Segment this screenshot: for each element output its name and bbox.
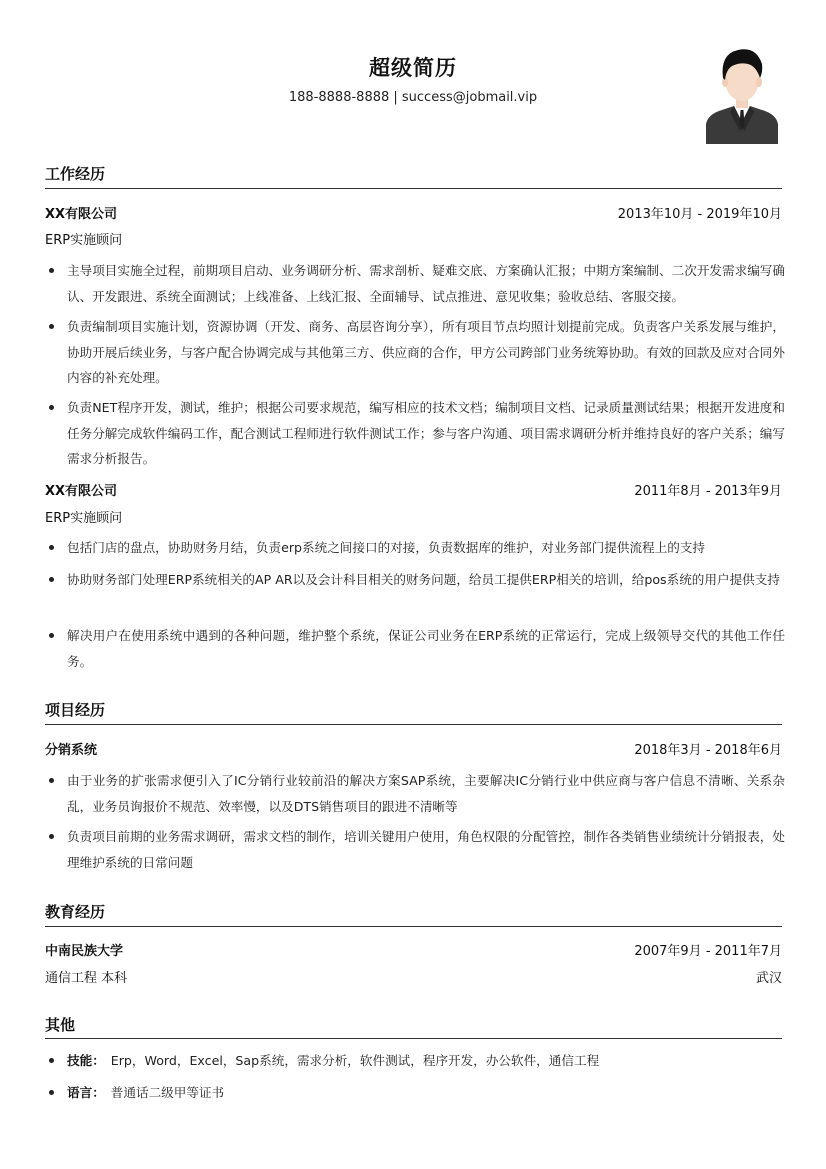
bullet-dot [49, 778, 54, 783]
job-company: XX有限公司 [45, 207, 118, 222]
bullet-dot [49, 405, 54, 410]
school-location: 武汉 [755, 971, 782, 986]
job-period: 2011年8月 - 2013年9月 [634, 484, 782, 499]
language-text: 普通话二级甲等证书 [110, 1085, 225, 1100]
job-period: 2013年10月 - 2019年10月 [617, 207, 782, 222]
bullet-dot [49, 834, 54, 839]
skills-label: 技能： [67, 1053, 105, 1068]
section-title-work: 工作经历 [45, 165, 106, 183]
resume-name: 超级简历 [369, 56, 457, 80]
contact-info: 188-8888-8888 | success@jobmail.vip [288, 90, 538, 105]
major-degree: 通信工程 本科 [45, 971, 128, 986]
bullet-dot [49, 545, 54, 550]
avatar [704, 42, 780, 144]
list-item [45, 768, 785, 819]
school-name: 中南民族大学 [45, 944, 124, 959]
list-item [45, 824, 785, 875]
list-item-text: 包括门店的盘点，协助财务月结，负责erp系统之间接口的对接，负责数据库的维护，对业务部门提供流程上的支持 [67, 540, 706, 555]
list-item-text: 主导项目实施全过程，前期项目启动、业务调研分析、需求剖析、疑难交底、方案确认汇报；中期方案编制、二次开发需求编写确认、开发跟进、系统全面测试；上线准备、上线汇报、全面辅导、试点推进、意见收集；验收总结、客服交接。 [67, 263, 785, 304]
list-item [45, 567, 785, 593]
section-divider [45, 1038, 782, 1039]
bullet-dot [49, 1090, 54, 1095]
skills-text: Erp，Word，Excel，Sap系统，需求分析，软件测试，程序开发，办公软件，通信工程 [110, 1053, 600, 1068]
project-name: 分销系统 [45, 743, 98, 758]
list-item-skills [45, 1048, 785, 1074]
list-item [45, 258, 785, 309]
section-title-other: 其他 [45, 1016, 76, 1034]
list-item-text: 由于业务的扩张需求便引入了IC分销行业较前沿的解决方案SAP系统，主要解决IC分销行业中供应商与客户信息不清晰、关系杂乱，业务员询报价不规范、效率慢，以及DTS销售项目的跟进不清晰等 [67, 773, 785, 814]
skills-line [67, 1048, 785, 1074]
project-period: 2018年3月 - 2018年6月 [634, 743, 782, 758]
job-role: ERP实施顾问 [45, 511, 123, 526]
list-item [45, 535, 785, 561]
list-item [45, 623, 785, 674]
list-item-text: 负责编制项目实施计划，资源协调（开发、商务、高层咨询分享），所有项目节点均照计划提前完成。负责客户关系发展与维护，协助开展后续业务，与客户配合协调完成与其他第三方、供应商的合作，甲方公司跨部门业务统筹协助。有效的回款及应对合同外内容的补充处理。 [67, 319, 785, 385]
bullet-dot [49, 1058, 54, 1063]
section-title-education: 教育经历 [45, 903, 106, 921]
education-period: 2007年9月 - 2011年7月 [634, 944, 782, 959]
job-company: XX有限公司 [45, 484, 118, 499]
list-item [45, 314, 785, 391]
list-item-text: 解决用户在使用系统中遇到的各种问题，维护整个系统，保证公司业务在ERP系统的正常运行，完成上级领导交代的其他工作任务。 [67, 628, 785, 669]
bullet-dot [49, 324, 54, 329]
list-item [45, 395, 785, 472]
section-divider [45, 188, 782, 189]
language-label: 语言： [67, 1085, 105, 1100]
section-divider [45, 926, 782, 927]
list-item-language [45, 1080, 785, 1106]
bullet-dot [49, 633, 54, 638]
list-item-text: 协助财务部门处理ERP系统相关的AP AR以及会计科目相关的财务问题，给员工提供ERP相关的培训，给pos系统的用户提供支持 [67, 572, 780, 587]
section-divider [45, 724, 782, 725]
bullet-dot [49, 577, 54, 582]
list-item-text: 负责项目前期的业务需求调研，需求文档的制作，培训关键用户使用，角色权限的分配管控，制作各类销售业绩统计分销报表，处理维护系统的日常问题 [67, 829, 785, 870]
list-item-text: 负责NET程序开发，测试，维护；根据公司要求规范，编写相应的技术文档；编制项目文档、记录质量测试结果；根据开发进度和任务分解完成软件编码工作，配合测试工程师进行软件测试工作；参与客户沟通、项目需求调研分析并维持良好的客户关系；编写需求分析报告。 [67, 400, 785, 466]
bullet-dot [49, 268, 54, 273]
section-title-projects: 项目经历 [45, 701, 106, 719]
job-role: ERP实施顾问 [45, 233, 123, 248]
language-line [67, 1080, 785, 1106]
